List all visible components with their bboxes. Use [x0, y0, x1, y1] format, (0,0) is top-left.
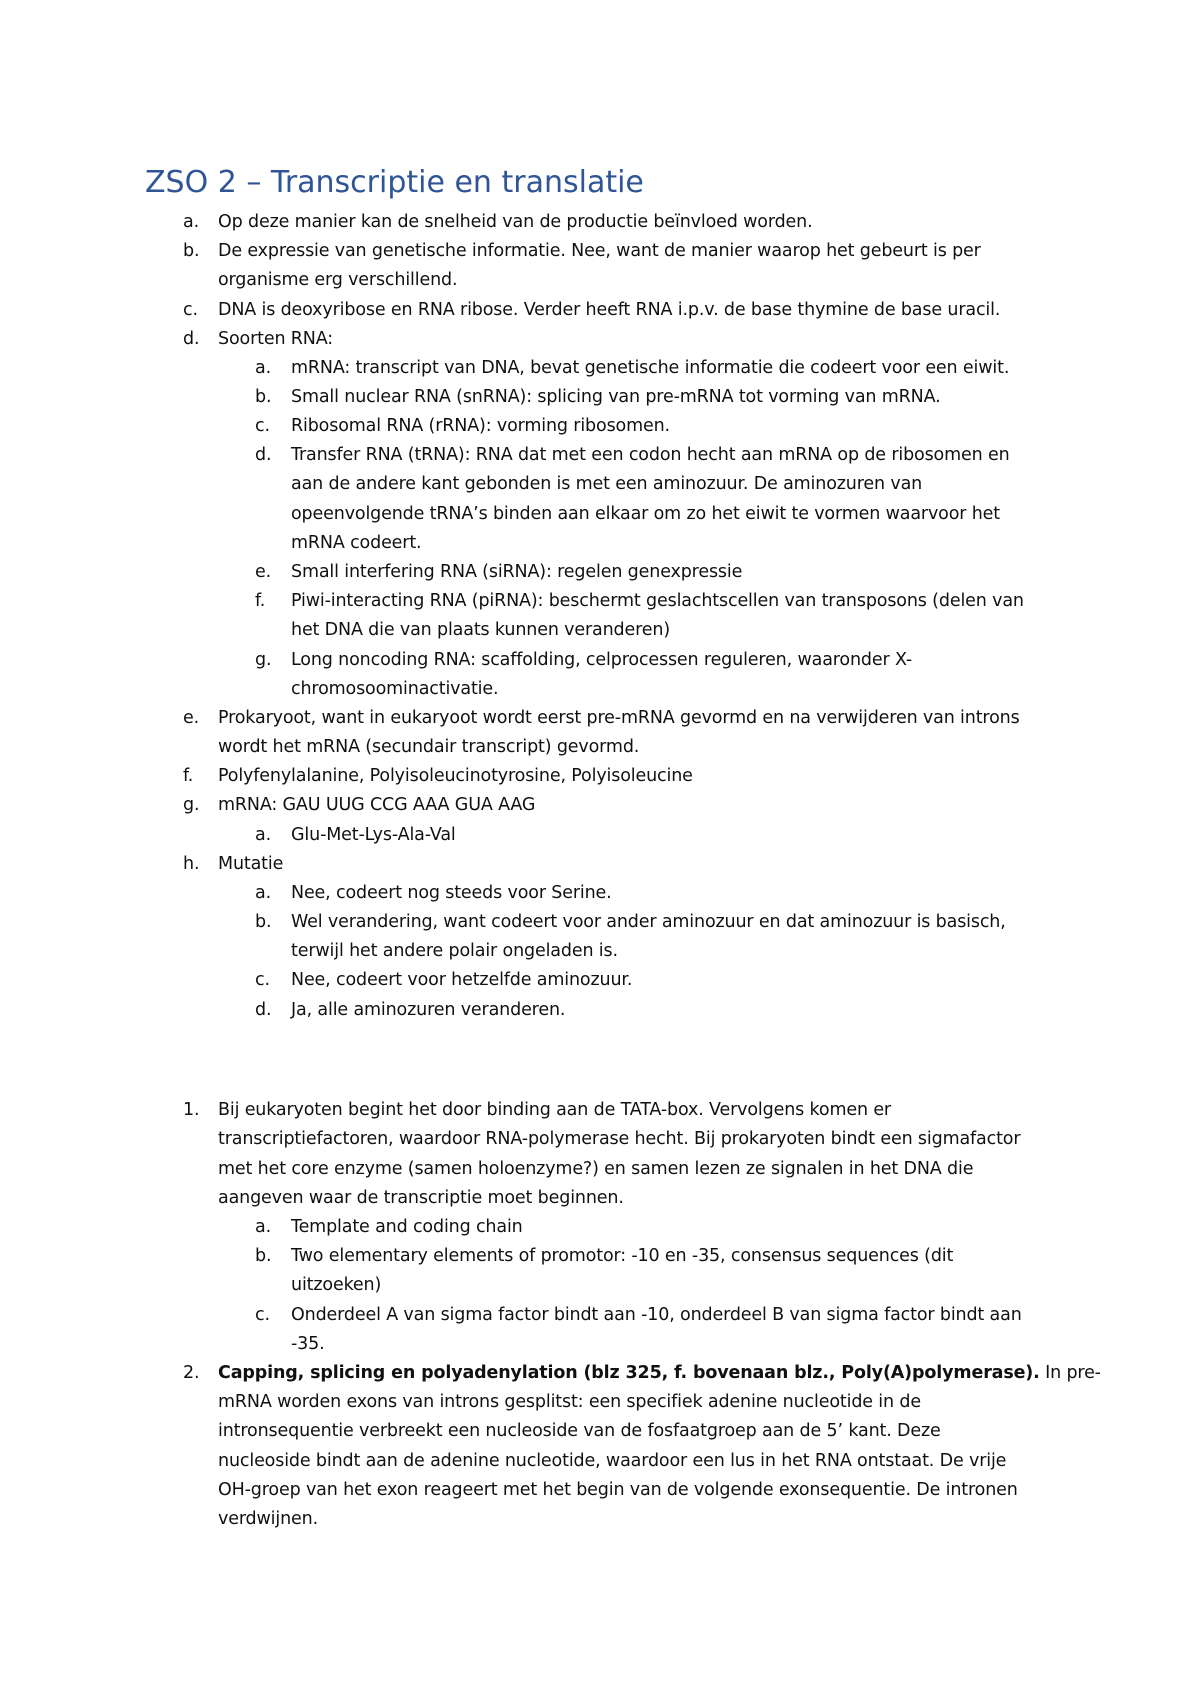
list-text: Nee, codeert voor hetzelfde aminozuur.: [291, 970, 633, 990]
list-marker: d.: [255, 1000, 272, 1020]
list-text-continuation: opeenvolgende tRNA’s binden aan elkaar om zo het eiwit te vormen waarvoor het: [291, 504, 1000, 524]
list-text-continuation: nucleoside bindt aan de adenine nucleotide, waardoor een lus in het RNA ontstaat. De vrije: [218, 1451, 1007, 1471]
list-marker: e.: [255, 562, 272, 582]
list-marker: f.: [183, 766, 194, 786]
list-text-continuation: wordt het mRNA (secundair transcript) gevormd.: [218, 737, 640, 757]
list-marker: c.: [255, 970, 270, 990]
list-marker: d.: [255, 445, 272, 465]
list-text: Two elementary elements of promotor: -10 en -35, consensus sequences (dit: [291, 1246, 954, 1266]
list-text: Ribosomal RNA (rRNA): vorming ribosomen.: [291, 416, 670, 436]
bold-heading-text: Capping, splicing en polyadenylation (blz 325, f. bovenaan blz., Poly(A)polymerase).: [218, 1363, 1040, 1383]
list-text-continuation: OH-groep van het exon reageert met het begin van de volgende exonsequentie. De intronen: [218, 1480, 1018, 1500]
list-marker: a.: [255, 883, 271, 903]
list-text: Wel verandering, want codeert voor ander aminozuur en dat aminozuur is basisch,: [291, 912, 1006, 932]
list-marker: a.: [183, 212, 199, 232]
list-marker: e.: [183, 708, 200, 728]
list-marker: c.: [255, 1305, 270, 1325]
list-text: Nee, codeert nog steeds voor Serine.: [291, 883, 612, 903]
list-text: Small nuclear RNA (snRNA): splicing van pre-mRNA tot vorming van mRNA.: [291, 387, 941, 407]
list-text-continuation: uitzoeken): [291, 1275, 382, 1295]
list-marker: c.: [255, 416, 270, 436]
list-text-continuation: mRNA worden exons van introns gesplitst: een specifiek adenine nucleotide in de: [218, 1392, 921, 1412]
list-text-continuation: met het core enzyme (samen holoenzyme?) en samen lezen ze signalen in het DNA die: [218, 1159, 974, 1179]
list-text: Op deze manier kan de snelheid van de productie beïnvloed worden.: [218, 212, 813, 232]
list-text-continuation: terwijl het andere polair ongeladen is.: [291, 941, 618, 961]
list-marker: a.: [255, 1217, 271, 1237]
list-marker: d.: [183, 329, 200, 349]
list-text: Onderdeel A van sigma factor bindt aan -10, onderdeel B van sigma factor bindt aan: [291, 1305, 1022, 1325]
list-text-continuation: mRNA codeert.: [291, 533, 422, 553]
list-text: mRNA: transcript van DNA, bevat genetische informatie die codeert voor een eiwit.: [291, 358, 1010, 378]
list-marker: g.: [255, 650, 272, 670]
list-text: Polyfenylalanine, Polyisoleucinotyrosine, Polyisoleucine: [218, 766, 693, 786]
list-text: Prokaryoot, want in eukaryoot wordt eerst pre-mRNA gevormd en na verwijderen van introns: [218, 708, 1020, 728]
list-text: Piwi-interacting RNA (piRNA): beschermt geslachtscellen van transposons (delen van: [291, 591, 1024, 611]
list-marker: g.: [183, 795, 200, 815]
list-text: De expressie van genetische informatie. Nee, want de manier waarop het gebeurt is per: [218, 241, 981, 261]
list-marker: 2.: [183, 1363, 200, 1383]
list-text-continuation: intronsequentie verbreekt een nucleoside van de fosfaatgroep aan de 5’ kant. Deze: [218, 1421, 941, 1441]
list-marker: a.: [255, 825, 271, 845]
list-text-continuation: chromosoominactivatie.: [291, 679, 499, 699]
list-marker: 1.: [183, 1100, 200, 1120]
list-marker: b.: [255, 912, 272, 932]
list-text-continuation: organisme erg verschillend.: [218, 270, 458, 290]
list-text: Long noncoding RNA: scaffolding, celprocessen reguleren, waaronder X-: [291, 650, 913, 670]
list-text: Small interfering RNA (siRNA): regelen genexpressie: [291, 562, 743, 582]
list-text-continuation: het DNA die van plaats kunnen veranderen): [291, 620, 671, 640]
list-text: Ja, alle aminozuren veranderen.: [291, 1000, 566, 1020]
list-text: DNA is deoxyribose en RNA ribose. Verder heeft RNA i.p.v. de base thymine de base uracil.: [218, 300, 1001, 320]
list-text: Soorten RNA:: [218, 329, 334, 349]
list-marker: b.: [255, 387, 272, 407]
list-text: mRNA: GAU UUG CCG AAA GUA AAG: [218, 795, 536, 815]
list-text: [218, 1359, 1101, 1388]
list-marker: b.: [183, 241, 200, 261]
list-text: Bij eukaryoten begint het door binding aan de TATA-box. Vervolgens komen er: [218, 1100, 891, 1120]
list-text-continuation: -35.: [291, 1334, 325, 1354]
list-marker: b.: [255, 1246, 272, 1266]
list-text-continuation: transcriptiefactoren, waardoor RNA-polymerase hecht. Bij prokaryoten bindt een sigmafactor: [218, 1129, 1021, 1149]
list-marker: f.: [255, 591, 266, 611]
list-marker: h.: [183, 854, 200, 874]
list-text: Mutatie: [218, 854, 284, 874]
list-text-continuation: verdwijnen.: [218, 1509, 319, 1529]
list-text-continuation: aangeven waar de transcriptie moet beginnen.: [218, 1188, 624, 1208]
list-marker: a.: [255, 358, 271, 378]
list-text: Transfer RNA (tRNA): RNA dat met een codon hecht aan mRNA op de ribosomen en: [291, 445, 1010, 465]
list-text-continuation: aan de andere kant gebonden is met een aminozuur. De aminozuren van: [291, 474, 923, 494]
document-title: ZSO 2 – Transcriptie en translatie: [145, 165, 644, 200]
list-text-rest: In pre-: [1039, 1363, 1101, 1383]
list-text: Glu-Met-Lys-Ala-Val: [291, 825, 456, 845]
list-marker: c.: [183, 300, 198, 320]
list-text: Template and coding chain: [291, 1217, 523, 1237]
